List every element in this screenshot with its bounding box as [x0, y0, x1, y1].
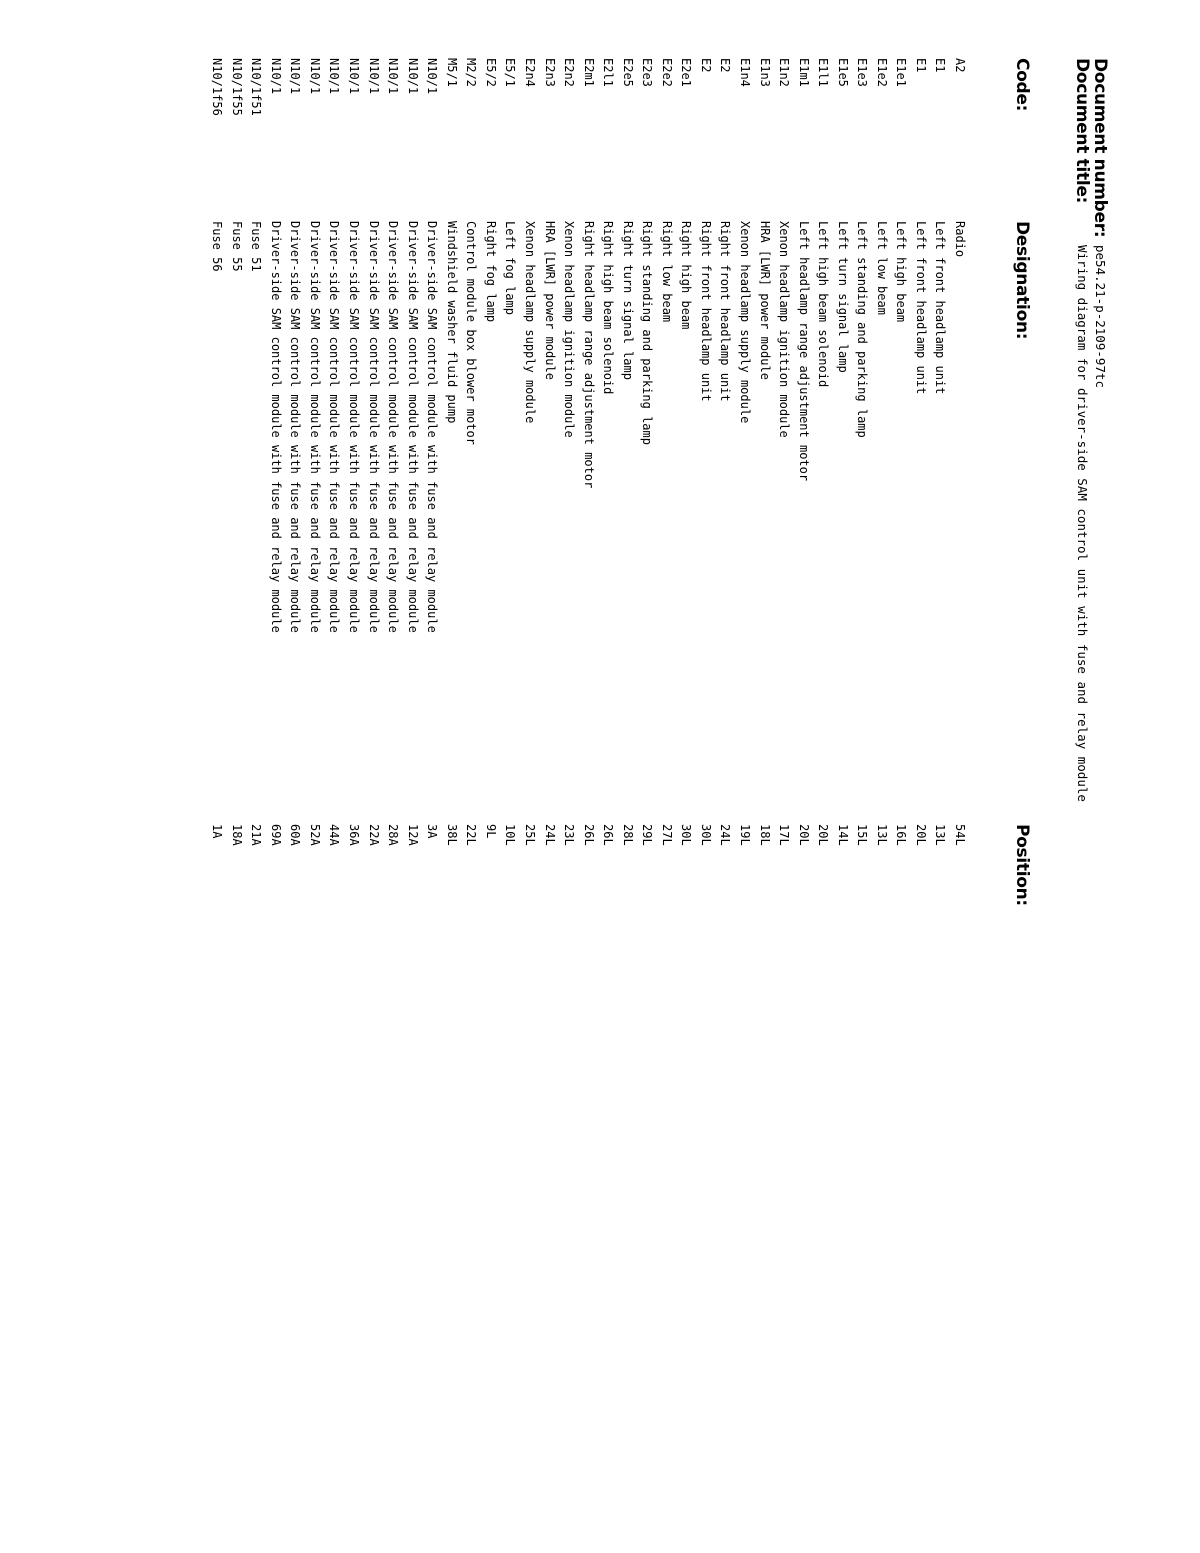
component-code: E5/1 [503, 58, 518, 87]
component-code: N10/1 [327, 58, 342, 95]
component-position: 1A [210, 824, 225, 839]
component-code: N10/1 [347, 58, 362, 95]
table-row [774, 58, 794, 1458]
component-position: 15L [855, 824, 870, 846]
component-position: 44A [327, 824, 342, 846]
table-row [402, 58, 422, 1458]
table-row [676, 58, 696, 1458]
document-sheet [210, 58, 1110, 1458]
component-designation: Xenon headlamp ignition module [562, 221, 577, 438]
component-designation: Right turn signal lamp [620, 221, 635, 380]
table-row [891, 58, 911, 1458]
component-designation: Fuse 56 [210, 221, 225, 272]
component-designation: Xenon headlamp ignition module [777, 221, 792, 438]
component-code: E1 [913, 58, 928, 73]
component-code: E1e3 [855, 58, 870, 87]
component-designation: Right front headlamp unit [718, 221, 733, 402]
table-row [754, 58, 774, 1458]
component-designation: Driver-side SAM control module with fuse and relay module [288, 221, 303, 633]
component-designation: Left high beam [894, 221, 909, 323]
table-row [383, 58, 403, 1458]
component-code: E2e3 [640, 58, 655, 87]
document-number-label: Document number: [1090, 58, 1110, 238]
table-row [285, 58, 305, 1458]
table-row [559, 58, 579, 1458]
table-row [363, 58, 383, 1458]
component-table [207, 58, 969, 1458]
component-position: 27L [659, 824, 674, 846]
component-code: E2e5 [620, 58, 635, 87]
component-designation: Right high beam solenoid [601, 221, 616, 395]
component-position: 13L [874, 824, 889, 846]
table-row [441, 58, 461, 1458]
component-position: 22A [366, 824, 381, 846]
component-code: E1l1 [816, 58, 831, 87]
table-row [519, 58, 539, 1458]
component-designation: Left standing and parking lamp [855, 221, 870, 438]
document-title-label: Document title: [1072, 58, 1092, 204]
table-row [793, 58, 813, 1458]
component-designation: Driver-side SAM control module with fuse and relay module [405, 221, 420, 633]
component-position: 18L [757, 824, 772, 846]
component-designation: Radio [953, 221, 967, 258]
component-designation: Driver-side SAM control module with fuse and relay module [386, 221, 401, 633]
column-header-code: Code: [1012, 58, 1032, 112]
component-position: 26L [601, 824, 616, 846]
component-code: E2 [718, 58, 733, 73]
component-code: N10/1f56 [210, 58, 225, 116]
component-code: M5/1 [444, 58, 459, 87]
component-position: 20L [796, 824, 811, 846]
table-row [461, 58, 481, 1458]
component-code: N10/1f51 [249, 58, 264, 116]
component-designation: Right front headlamp unit [698, 221, 713, 402]
component-designation: Right low beam [659, 221, 674, 323]
component-position: 14L [835, 824, 850, 846]
component-code: A2 [953, 58, 967, 73]
component-position: 13L [933, 824, 948, 846]
component-position: 36A [347, 824, 362, 846]
table-row [852, 58, 872, 1458]
component-code: E2m1 [581, 58, 596, 87]
component-code: E1e1 [894, 58, 909, 87]
table-row [949, 58, 969, 1458]
component-designation: Right fog lamp [483, 221, 498, 323]
component-code: N10/1 [366, 58, 381, 95]
table-row [207, 58, 227, 1458]
component-code: M2/2 [464, 58, 479, 87]
table-row [324, 58, 344, 1458]
component-designation: HRA [LWR] power module [542, 221, 557, 380]
component-designation: Right headlamp range adjustment motor [581, 221, 596, 489]
table-row [265, 58, 285, 1458]
component-position: 69A [268, 824, 283, 846]
component-code: E2 [698, 58, 713, 73]
component-code: E2n2 [562, 58, 577, 87]
component-code: N10/1 [288, 58, 303, 95]
component-position: 52A [307, 824, 322, 846]
document-title-value: Wiring diagram for driver-side SAM control unit with fuse and relay module [1075, 245, 1090, 802]
component-designation: Left fog lamp [503, 221, 518, 315]
component-code: E1m1 [796, 58, 811, 87]
table-row [813, 58, 833, 1458]
table-row [656, 58, 676, 1458]
component-code: N10/1 [268, 58, 283, 95]
component-position: 38L [444, 824, 459, 846]
table-row [480, 58, 500, 1458]
component-designation: Driver-side SAM control module with fuse and relay module [366, 221, 381, 633]
component-designation: Windshield washer fluid pump [444, 221, 459, 424]
component-code: N10/1 [405, 58, 420, 95]
component-code: E1e5 [835, 58, 850, 87]
component-designation: Fuse 55 [229, 221, 244, 272]
component-designation: Driver-side SAM control module with fuse and relay module [347, 221, 362, 633]
table-row [637, 58, 657, 1458]
component-code: N10/1 [386, 58, 401, 95]
component-code: E1n4 [737, 58, 752, 87]
document-number-value: pe54.21-p-2109-97tc [1093, 245, 1108, 388]
table-row [226, 58, 246, 1458]
component-designation: Driver-side SAM control module with fuse and relay module [327, 221, 342, 633]
column-header-position: Position: [1012, 824, 1032, 906]
component-code: E2n3 [542, 58, 557, 87]
component-position: 23L [562, 824, 577, 846]
table-row [344, 58, 364, 1458]
component-code: E1n3 [757, 58, 772, 87]
table-row [910, 58, 930, 1458]
component-designation: Left low beam [874, 221, 889, 315]
component-position: 20L [913, 824, 928, 846]
component-designation: Right standing and parking lamp [640, 221, 655, 445]
component-position: 30L [698, 824, 713, 846]
component-code: N10/1 [425, 58, 440, 95]
component-position: 20L [816, 824, 831, 846]
table-row [715, 58, 735, 1458]
component-position: 12A [405, 824, 420, 846]
column-header-designation: Designation: [1012, 221, 1032, 340]
component-code: E1 [933, 58, 948, 73]
table-row [832, 58, 852, 1458]
component-position: 9L [483, 824, 498, 839]
component-designation: Driver-side SAM control module with fuse and relay module [307, 221, 322, 633]
component-designation: Driver-side SAM control module with fuse and relay module [425, 221, 440, 633]
component-position: 21A [249, 824, 264, 846]
component-designation: Left front headlamp unit [933, 221, 948, 395]
component-position: 28L [620, 824, 635, 846]
component-position: 29L [640, 824, 655, 846]
table-row [734, 58, 754, 1458]
component-position: 30L [679, 824, 694, 846]
component-designation: Left high beam solenoid [816, 221, 831, 388]
table-row [539, 58, 559, 1458]
component-position: 28A [386, 824, 401, 846]
table-row [500, 58, 520, 1458]
table-row [304, 58, 324, 1458]
component-position: 17L [777, 824, 792, 846]
component-designation: Control module box blower motor [464, 221, 479, 445]
component-code: E2e2 [659, 58, 674, 87]
component-position: 3A [425, 824, 440, 839]
component-code: N10/1 [307, 58, 322, 95]
component-position: 24L [718, 824, 733, 846]
component-code: E1e2 [874, 58, 889, 87]
table-row [695, 58, 715, 1458]
component-position: 19L [737, 824, 752, 846]
component-code: E5/2 [483, 58, 498, 87]
component-code: E2n4 [522, 58, 537, 87]
component-position: 25L [522, 824, 537, 846]
table-row [617, 58, 637, 1458]
component-position: 16L [894, 824, 909, 846]
component-position: 54L [953, 824, 967, 846]
component-position: 24L [542, 824, 557, 846]
component-position: 26L [581, 824, 596, 846]
component-code: E2l1 [601, 58, 616, 87]
table-row [930, 58, 950, 1458]
component-designation: Fuse 51 [249, 221, 264, 272]
table-row [578, 58, 598, 1458]
component-code: E2e1 [679, 58, 694, 87]
component-designation: Left front headlamp unit [913, 221, 928, 395]
component-designation: Left headlamp range adjustment motor [796, 221, 811, 482]
component-designation: Left turn signal lamp [835, 221, 850, 373]
component-code: N10/1f55 [229, 58, 244, 116]
component-designation: Driver-side SAM control module with fuse and relay module [268, 221, 283, 633]
table-row [598, 58, 618, 1458]
component-position: 10L [503, 824, 518, 846]
table-row [246, 58, 266, 1458]
component-designation: Right high beam [679, 221, 694, 330]
component-position: 22L [464, 824, 479, 846]
table-row [871, 58, 891, 1458]
table-row [422, 58, 442, 1458]
component-designation: HRA [LWR] power module [757, 221, 772, 380]
component-code: E1n2 [777, 58, 792, 87]
component-position: 18A [229, 824, 244, 846]
component-designation: Xenon headlamp supply module [737, 221, 752, 424]
component-designation: Xenon headlamp supply module [522, 221, 537, 424]
component-position: 60A [288, 824, 303, 846]
